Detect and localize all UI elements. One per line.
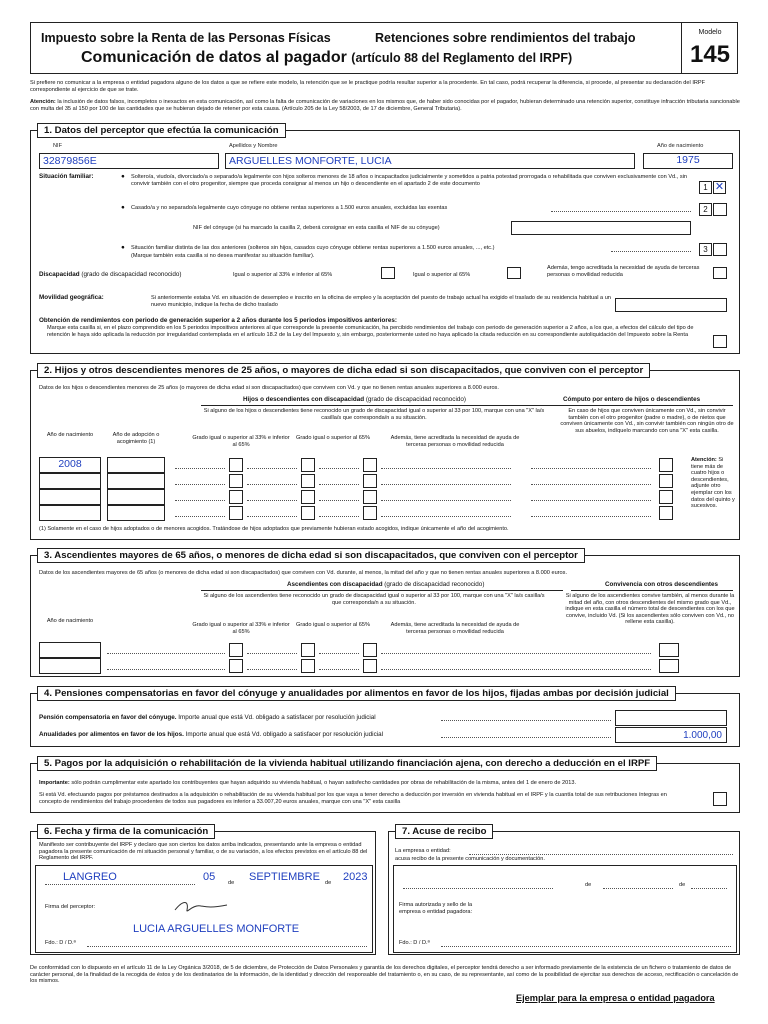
child-dots [319,516,359,517]
s3-conv-desc: Si alguno de los ascendientes convive también, al menos durante la mitad del año, con otros descendientes del mismo grado que Vd., indique en esta casilla el número total de descendientes con los que convive, incluido Vd. (Si los ascendientes sólo conviven con Vd., no rellene esta casilla). [565,593,735,626]
s7-month-dots [603,888,673,889]
modelo-number: 145 [689,41,731,68]
s5-checkbox[interactable] [713,792,727,806]
ascendant-dots [381,653,651,654]
child-dots [247,484,297,485]
child-dots [381,468,511,469]
ascendant-help-checkbox[interactable] [363,659,377,673]
child-dots [381,500,511,501]
nif-field[interactable]: 32879856E [39,153,219,169]
s2-col-33: Grado igual o superior al 33% e inferior al 65% [192,435,290,448]
child-adoption-year-field[interactable] [107,457,165,473]
section-2-title: 2. Hijos y otros descendientes menores de 25 años, o mayores de dicha edad si son discapacitados, que conviven con el perceptor [37,363,650,378]
family-option-2-checkbox[interactable] [713,203,727,216]
child-dots [247,468,297,469]
s7-company-label: La empresa o entidad: [395,848,451,854]
ascendant-dots [319,669,359,670]
s3-col-birth: Año de nacimiento [46,618,94,624]
s7-sign-label: Firma autorizada y sello de la empresa o entidad pagadora: [399,902,473,915]
title-main: Comunicación de datos al pagador [81,49,347,66]
ascendant-dots [381,669,651,670]
section-5-title: 5. Pagos por la adquisición o rehabilitación de la vivienda habitual utilizando financiación ajena, con derecho a deducción en el IRPF [37,756,657,771]
s7-fdo: Fdo.: D / D.ª [399,940,430,946]
spouse-nif-label: NIF del cónyuge (si ha marcado la casilla 2, deberá consignar en esta casilla el NIF de su cónyuge) [193,225,440,231]
income-label: Obtención de rendimientos con periodo de generación superior a 2 años durante los 5 periodos impositivos anteriores: [39,317,397,324]
s3-col-help: Además, tiene acreditada la necesidad de ayuda de terceras personas o movilidad reducida [390,622,520,635]
name-label: Apellidos y Nombre [229,143,278,149]
s7-de-2: de [679,882,686,888]
child-birth-year-field[interactable] [39,489,101,505]
disability-65-label: Igual o superior al 65% [413,272,471,278]
child-disab-33-checkbox[interactable] [229,458,243,472]
s2-col-adopt-ref: (1) [148,438,156,445]
pension-label [39,714,376,721]
s2-footnote [39,526,509,533]
s2-col-adopt [101,432,171,445]
s6-fdo-dots [87,946,367,947]
s2-footnote-ref: (1) [39,526,46,532]
disability-33-checkbox[interactable] [381,267,395,279]
section-7-title: 7. Acuse de recibo [395,824,493,839]
s5-text: Si está Vd. efectuando pagos por préstamos destinados a la adquisición o rehabilitación de su vivienda habitual por los que vaya a tener derecho a deducción por inversión en vivienda habitual en el IRPF y la cuantía total de sus retribuciones íntegras en concepto de rendimientos del trabajo procedentes de todos sus pagadores es inferior a 33.007,20 euros anuales, marque con una "X" esta casilla [39,792,667,805]
child-dots [531,468,651,469]
ascendant-disab-33-checkbox[interactable] [229,659,243,673]
child-help-checkbox[interactable] [363,506,377,520]
family-option-3-number: 3 [699,243,712,256]
disability-65-checkbox[interactable] [507,267,521,279]
s2-count-head: Cómputo por entero de hijos o descendientes [563,396,701,403]
ascendant-birth-year-field[interactable] [39,642,101,658]
s2-footnote-text: Solamente en el caso de hijos adoptados o de menores acogidos. Tratándose de hijos adoptados que previamente hubieran estado acogidos, indique únicamente el año del acogimiento. [47,526,509,532]
s5-important [39,780,576,787]
child-birth-year-field[interactable]: 2008 [39,457,101,473]
family-option-2-dots [551,211,691,212]
s6-fdo: Fdo.: D / D.ª [45,940,76,946]
s5-important-label: Importante: [39,780,70,786]
name-field[interactable]: ARGUELLES MONFORTE, LUCIA [225,153,635,169]
child-count-checkbox[interactable] [659,506,673,520]
section-1 [30,125,740,354]
annuity-dots [441,737,611,738]
s2-col-birth: Año de nacimiento [46,432,94,438]
s3-disab-head [287,581,484,588]
attention-text: la inclusión de datos falsos, incompletos o inexactos en esta comunicación, así como la falta de comunicación de variaciones en los mismos que, de haber sido conocidas por el pagador, hubieran determinado una retención superior, constituye infracción tributaria sancionable con multa del 35 al 150 por 100 de las cantidades que se hubieran dejado de retener por esta causa. (Artículo 205 de la Ley 58/2003, de 17 de diciembre, General Tributaria). [30,99,740,112]
section-4-title: 4. Pensiones compensatorias en favor del cónyuge y anualidades por alimentos en favor de los hijos, fijadas ambas por decisión judicial [37,686,676,701]
footer-legal: De conformidad con lo dispuesto en el artículo 11 de la Ley Orgánica 3/2018, de 5 de diciembre, de Protección de Datos Personales y garantía de los derechos digitales, el perceptor tendrá derecho a ser informado previamente de la existencia de un fichero o tratamiento de datos de carácter personal, de la finalidad de la recogida de éstos y de los destinatarios de la información, de la identidad y dirección del responsable del tratamiento o, en su caso, de su representante, así como de la posibilidad de ejercitar sus derechos de acceso, rectificación o cancelación de los mismos. [30,965,739,985]
s2-disab-head-text: Hijos o descendientes con discapacidad [243,396,365,403]
ascendant-cohabit-field[interactable] [659,659,679,673]
ascendant-dots [247,669,297,670]
section-2 [30,365,740,540]
ascendant-dots [319,653,359,654]
annuity-text: Importe anual que está Vd. obligado a satisfacer por resolución judicial [185,731,384,738]
child-disab-33-checkbox[interactable] [229,490,243,504]
s6-place[interactable]: LANGREO [63,871,117,883]
ascendant-disab-33-checkbox[interactable] [229,643,243,657]
retention-title: Retenciones sobre rendimientos del trabajo [375,31,636,45]
page-title [81,49,572,67]
s6-de-2: de [325,880,332,886]
family-option-2-number: 2 [699,203,712,216]
pension-dots [441,720,611,721]
s3-head-line [201,590,563,591]
ascendant-birth-year-field[interactable] [39,658,101,674]
child-adoption-year-field[interactable] [107,473,165,489]
child-birth-year-field[interactable] [39,505,101,521]
annuity-label [39,731,383,738]
s6-year[interactable]: 2023 [343,871,368,883]
s3-head-line-2 [571,590,733,591]
s3-disab-head-text: Ascendientes con discapacidad [287,581,383,588]
s6-signer: LUCIA ARGUELLES MONFORTE [133,923,300,935]
family-option-1: Soltero/a, viudo/a, divorciado/a o separado/a legalmente con hijos solteros menores de 18 años o incapacitados judicialmente y sometidos a patria potestad prorrogada o rehabilitada que conviven exclusivamente con Vd., sin convivir también con el otro progenitor, siempre que proceda consignar al menos un hijo o descendiente en el apartado 2 de este documento [131,174,687,187]
child-adoption-year-field[interactable] [107,489,165,505]
disability-label-text: Discapacidad [39,271,80,278]
pension-text: Importe anual que está Vd. obligado a satisfacer por resolución judicial [178,714,376,721]
family-option-2: Casado/a y no separado/a legalmente cuyo cónyuge no obtiene rentas superiores a 1.500 euros anuales, excluidas las exentas [131,205,448,211]
s3-disab-head-sub: (grado de discapacidad reconocido) [384,581,485,588]
s6-month[interactable]: SEPTIEMBRE [249,871,320,883]
s7-place-dots [403,888,553,889]
annuity-amount-field[interactable]: 1.000,00 [615,727,727,743]
income-text: Marque esta casilla si, en el plazo comprendido en los 5 periodos impositivos anteriores al que corresponde la presente comunicación, ha percibido rendimientos del trabajo con periodo de generación superior a 2 años, a los que, a efectos del cálculo del tipo de retención le haya sido aplicada la reducción por irregularidad contemplada en el artículo 18.2 de la Ley del Impuesto y, sin embargo, posteriormente usted no haya aplicado la citada reducción en su correspondiente autoliquidación del Impuesto sobre la Renta [47,325,694,338]
section-6-title: 6. Fecha y firma de la comunicación [37,824,215,839]
bullet-2: ● [121,204,125,211]
s7-ack-text: acusa recibo de la presente comunicación y documentación. [395,856,545,862]
child-dots [381,484,511,485]
s2-attention-label: Atención: [691,457,717,463]
mobility-date-field[interactable] [615,298,727,312]
signature-icon [171,896,231,916]
pension-amount-field[interactable] [615,710,727,726]
ascendant-disab-65-checkbox[interactable] [301,659,315,673]
disability-label [39,271,181,278]
s2-head-line-2 [563,405,733,406]
attention-label: Atención: [30,99,56,105]
child-disab-65-checkbox[interactable] [301,506,315,520]
family-option-3-note: (Marque también esta casilla si no desea manifestar su situación familiar). [131,253,315,259]
ascendant-dots [107,669,225,670]
child-disab-65-checkbox[interactable] [301,458,315,472]
s2-disab-head-sub: (grado de discapacidad reconocido) [365,396,466,403]
ascendant-disab-65-checkbox[interactable] [301,643,315,657]
s3-disab-desc: Si alguno de los ascendientes tiene reconocido un grado de discapacidad igual o superior al 33 por 100, marque con una "X" la/s casilla/s que corresponda/n a su situación. [203,593,545,606]
spouse-nif-field[interactable] [511,221,691,235]
title-suffix: (artículo 88 del Reglamento del IRPF) [351,51,573,65]
child-count-checkbox[interactable] [659,458,673,472]
child-help-checkbox[interactable] [363,490,377,504]
nif-label: NIF [53,143,63,149]
s2-count-desc: En caso de hijos que conviven únicamente con Vd., sin convivir también con el otro progenitor (padre o madre), o de nietos que conviven únicamente con Vd., sin convivir también con ningún otro de sus abuelos, indíquelo marcando con una "X" esta casilla. [560,408,734,434]
child-help-checkbox[interactable] [363,474,377,488]
header-box [30,22,738,74]
child-count-checkbox[interactable] [659,474,673,488]
income-checkbox[interactable] [713,335,727,348]
child-disab-65-checkbox[interactable] [301,490,315,504]
birth-label: Año de nacimiento [657,143,704,149]
section-5 [30,758,740,813]
s5-important-text: sólo podrán cumplimentar este apartado los contribuyentes que hayan adquirido su vivienda habitual, o hayan satisfecho cantidades por obras de rehabilitación de la misma, antes del 1 de enero de 2013. [71,780,577,786]
s2-attention [691,457,737,510]
section-3-title: 3. Ascendientes mayores de 65 años, o menores de dicha edad si son discapacitados, que conviven con el perceptor [37,548,585,563]
s7-company-dots [469,854,733,855]
disability-sub: (grado de discapacidad reconocido) [81,271,182,278]
child-dots [175,500,225,501]
ascendant-dots [247,653,297,654]
child-dots [175,516,225,517]
family-option-3-dots [611,251,691,252]
child-adoption-year-field[interactable] [107,505,165,521]
family-option-1-number: 1 [699,181,712,194]
modelo-box [681,23,739,74]
disability-33-label: Igual o superior al 33% e inferior al 65% [233,272,333,278]
s6-sign-label: Firma del perceptor: [45,904,96,910]
s2-col-help: Además, tiene acreditada la necesidad de ayuda de terceras personas o movilidad reducida [390,435,520,448]
ascendant-help-checkbox[interactable] [363,643,377,657]
section-3-intro: Datos de los ascendientes mayores de 65 años (o menores de dicha edad si son discapacitados) que conviven con Vd. durante, al menos, la mitad del año y que no tienen rentas anuales superiores a 8.000 euros. [39,570,568,576]
s7-de-1: de [585,882,592,888]
child-dots [319,500,359,501]
child-dots [319,484,359,485]
disability-help-label: Además, tengo acreditada la necesidad de ayuda de terceras personas o movilidad reducida [547,265,700,278]
annuity-label-text: Anualidades por alimentos en favor de los hijos. [39,731,184,738]
attention-note [30,99,740,112]
s3-col-33: Grado igual o superior al 33% e inferior al 65% [192,622,290,635]
section-6 [30,826,376,955]
child-count-checkbox[interactable] [659,490,673,504]
mobility-label: Movilidad geográfica: [39,294,104,301]
mobility-text: Si anteriormente estaba Vd. en situación de desempleo e inscrito en la oficina de empleo y la aceptación del puesto de trabajo actual ha exigido el traslado de su residencia habitual a un nuevo municipio, indique la fecha de dicho traslado [151,295,611,308]
ascendant-dots [107,653,225,654]
section-2-intro: Datos de los hijos o descendientes menores de 25 años (o mayores de dicha edad si son discapacitados) que conviven con Vd. y que no tienen rentas anuales superiores a 8.000 euros. [39,385,499,391]
child-disab-33-checkbox[interactable] [229,506,243,520]
child-dots [531,484,651,485]
section-7 [388,826,740,955]
intro-text: Si prefiere no comunicar a la empresa o entidad pagadora alguno de los datos a que se refiere este modelo, la retención que se le practique podría resultar superior a la procedente. En tal caso, podrá recuperar la diferencia, si procede, al presentar su declaración del IRPF correspondiente al ejercicio de que se trate. [30,80,706,93]
section-3 [30,550,740,677]
child-dots [175,484,225,485]
s6-place-dots [45,884,195,885]
tax-name: Impuesto sobre la Renta de las Personas Físicas [41,31,331,45]
family-option-1-checkbox[interactable]: ✕ [714,181,725,193]
child-dots [381,516,511,517]
s6-text: Manifiesto ser contribuyente del IRPF y declaro que son ciertos los datos arriba indicados, presentando ante la empresa o entidad pagadora la presente comunicación de mi situación personal y familiar, o de su variación, a los efectos previstos en el artículo 88 del Reglamento del IRPF. [39,842,368,862]
s3-conv-head: Convivencia con otros descendientes [605,581,719,588]
child-disab-65-checkbox[interactable] [301,474,315,488]
birth-year-field[interactable]: 1975 [643,153,733,169]
footer-copy: Ejemplar para la empresa o entidad pagadora [516,993,715,1003]
pension-label-text: Pensión compensatoria en favor del cónyuge. [39,714,177,721]
family-option-3-checkbox[interactable] [713,243,727,256]
bullet-3: ● [121,244,125,251]
s6-de-1: de [228,880,235,886]
bullet-1: ● [121,173,125,180]
child-help-checkbox[interactable] [363,458,377,472]
child-dots [247,500,297,501]
s2-attention-text: Si tiene más de cuatro hijos o descendientes, adjunte otro ejemplar con los datos del quinto y sucesivos. [691,457,735,510]
family-option-3: Situación familiar distinta de las dos anteriores (solteros sin hijos, casados cuyo cónyuge obtiene rentas superiores a 1.500 euros anuales, ..., etc.) [131,245,495,251]
child-birth-year-field[interactable] [39,473,101,489]
child-dots [319,468,359,469]
modelo-label: Modelo [698,29,722,36]
s2-col-65: Grado igual o superior al 65% [295,435,370,441]
child-disab-33-checkbox[interactable] [229,474,243,488]
child-dots [175,468,225,469]
s3-col-65: Grado igual o superior al 65% [295,622,370,628]
s2-disab-head [243,396,466,403]
s2-head-line [201,405,563,406]
section-4 [30,688,740,747]
s7-year-dots [691,888,727,889]
s7-fdo-dots [441,946,731,947]
family-label: Situación familiar: [39,173,94,180]
disability-help-checkbox[interactable] [713,267,727,279]
child-dots [531,500,651,501]
section-1-title: 1. Datos del perceptor que efectúa la comunicación [37,123,286,138]
child-dots [531,516,651,517]
s6-day[interactable]: 05 [203,871,216,883]
ascendant-cohabit-field[interactable] [659,643,679,657]
child-dots [247,516,297,517]
s2-disab-desc: Si alguno de los hijos o descendientes tiene reconocido un grado de discapacidad igual o superior al 33 por 100, marque con una "X" la/s casilla/s que corresponda/n a su situación. [203,408,545,421]
s2-col-adopt-text: Año de adopción o acogimiento [112,432,160,445]
